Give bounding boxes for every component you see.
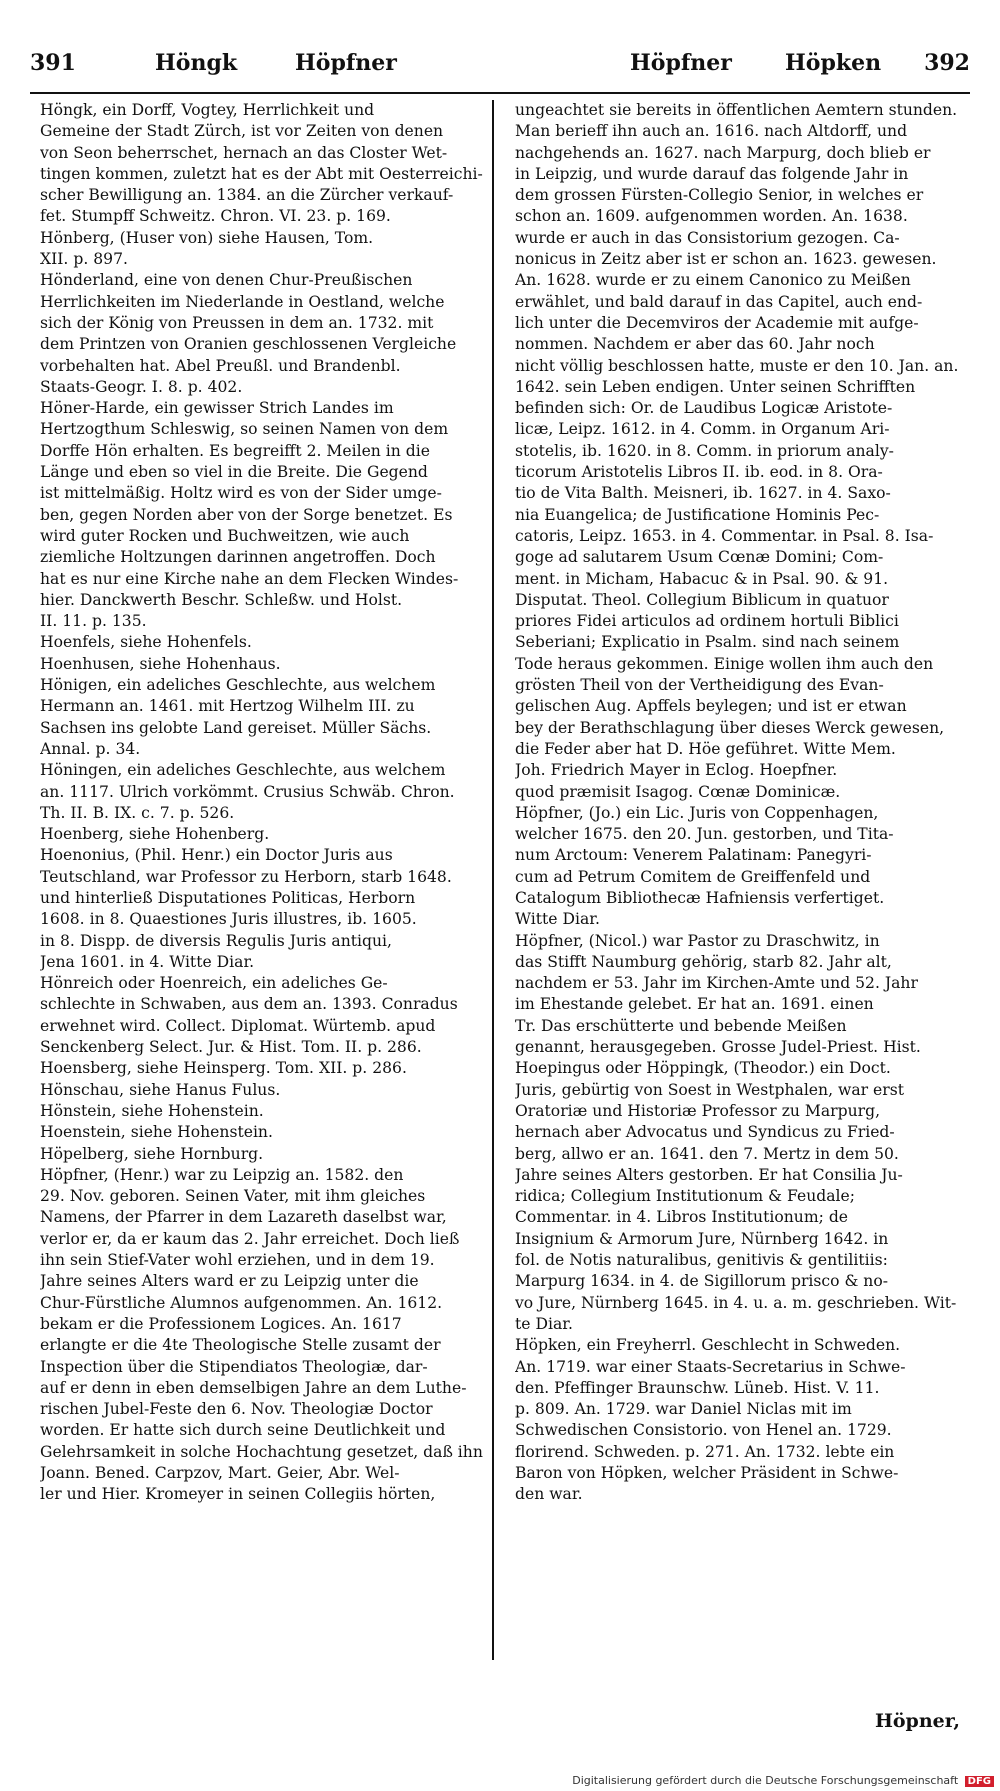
text-line: erwehnet wird. Collect. Diplomat. Würtemb. apud — [40, 1016, 436, 1035]
text-line: Länge und eben so viel in die Breite. Die Gegend — [40, 463, 428, 482]
text-line: und hinterließ Disputationes Politicas, Herborn — [40, 888, 416, 907]
text-line: nia Euangelica; de Justificatione Hominis Pec- — [515, 505, 880, 524]
text-line: priores Fidei articulos ad ordinem hortuli Biblici — [515, 612, 899, 631]
text-line: hernach aber Advocatus und Syndicus zu Fried- — [515, 1123, 895, 1142]
catchword: Höpner, — [874, 1710, 960, 1732]
text-line: worden. Er hatte sich durch seine Deutlichkeit und — [40, 1421, 446, 1440]
text-line: ihn sein Stief-Vater wohl erziehen, und in dem 19. — [40, 1251, 435, 1270]
text-line: ler und Hier. Kromeyer in seinen Collegiis hörten, — [40, 1485, 436, 1504]
text-line: erlangte er die 4te Theologische Stelle zusamt der — [40, 1336, 441, 1355]
text-line: 1608. in 8. Quaestiones Juris illustres, ib. 1605. — [40, 910, 417, 929]
text-line: die Feder aber hat D. Höe geführet. Witte Mem. — [515, 739, 896, 758]
text-line: hat es nur eine Kirche nahe an dem Flecken Windes- — [40, 569, 459, 588]
left-header-keyword-1: Höngk — [155, 50, 238, 76]
text-line: schlechte in Schwaben, aus dem an. 1393. Conradus — [40, 995, 458, 1014]
text-line: Oratoriæ und Historiæ Professor zu Marpurg, — [515, 1101, 881, 1120]
text-line: ziemliche Holtzungen darinnen angetroffen. Doch — [40, 548, 436, 567]
text-line: Man berieff ihn auch an. 1616. nach Altdorff, und — [515, 122, 908, 141]
text-line: Schwedischen Consistorio. von Henel an. 1729. — [515, 1421, 892, 1440]
text-line: dem grossen Fürsten-Collegio Senior, in welches er — [515, 186, 924, 205]
text-line: in Leipzig, und wurde darauf das folgende Jahr in — [515, 164, 909, 183]
text-line: goge ad salutarem Usum Cœnæ Domini; Com- — [515, 548, 884, 567]
text-line: Höpelberg, siehe Hornburg. — [40, 1144, 264, 1163]
text-line: tio de Vita Balth. Meisneri, ib. 1627. in 4. Saxo- — [515, 484, 891, 503]
text-line: Gemeine der Stadt Zürch, ist vor Zeiten von denen — [40, 122, 444, 141]
text-line: den war. — [515, 1485, 583, 1504]
text-line: Juris, gebürtig von Soest in Westphalen, war erst — [515, 1080, 904, 1099]
text-line: Baron von Höpken, welcher Präsident in Schwe- — [515, 1464, 899, 1482]
text-line: Hoensberg, siehe Heinsperg. Tom. XII. p. 286. — [40, 1059, 407, 1078]
right-page-number: 392 — [924, 50, 970, 76]
text-line: ment. in Micham, Habacuc & in Psal. 90. & 91. — [515, 569, 889, 588]
text-line: catoris, Leipz. 1653. in 4. Commentar. in Psal. 8. Isa- — [515, 526, 934, 545]
text-line: dem Printzen von Oranien geschlossenen Vergleiche — [40, 335, 457, 354]
text-line: Witte Diar. — [515, 910, 600, 929]
text-line: Höngk, ein Dorff, Vogtey, Herrlichkeit und — [40, 101, 375, 119]
text-line: Annal. p. 34. — [40, 739, 141, 758]
text-line: licæ, Leipz. 1612. in 4. Comm. in Organum Ari- — [515, 420, 890, 439]
text-line: Sachsen ins gelobte Land gereiset. Müller Sächs. — [40, 718, 432, 737]
text-line: Hoenonius, (Phil. Henr.) ein Doctor Juris aus — [40, 846, 393, 865]
text-line: XII. p. 897. — [40, 250, 128, 269]
digitization-footer — [0, 1774, 1000, 1787]
text-line: Hoenstein, siehe Hohenstein. — [40, 1123, 273, 1142]
text-line: im Ehestande gelebet. Er hat an. 1691. einen — [515, 995, 874, 1014]
text-line: Hoepingus oder Höppingk, (Theodor.) ein Doct. — [515, 1059, 891, 1078]
text-line: Höpfner, (Jo.) ein Lic. Juris von Coppenhagen, — [515, 803, 879, 822]
left-page-number: 391 — [30, 50, 76, 76]
text-line: Jahre seines Alters gestorben. Er hat Consilia Ju- — [515, 1165, 903, 1184]
text-line: Höpken, ein Freyherrl. Geschlecht in Schweden. — [515, 1336, 901, 1355]
left-column — [40, 100, 485, 1506]
text-line: das Stifft Naumburg gehörig, starb 82. Jahr alt, — [515, 952, 892, 971]
text-line: bekam er die Professionem Logices. An. 1617 — [40, 1314, 402, 1333]
text-line: tingen kommen, zuletzt hat es der Abt mit Oesterreichi- — [40, 164, 483, 183]
text-line: Hönschau, siehe Hanus Fulus. — [40, 1080, 281, 1099]
text-line: schon an. 1609. aufgenommen worden. An. 1638. — [515, 207, 908, 226]
text-line: Joann. Bened. Carpzov, Mart. Geier, Abr. Wel- — [40, 1464, 400, 1482]
text-line: nicht völlig beschlossen hatte, muste er den 10. Jan. an. — [515, 356, 959, 375]
text-line: grösten Theil von der Vertheidigung des Evan- — [515, 676, 884, 695]
text-line: An. 1719. war einer Staats-Secretarius in Schwe- — [515, 1357, 906, 1376]
text-line: rischen Jubel-Feste den 6. Nov. Theologiæ Doctor — [40, 1400, 433, 1419]
text-line: Inspection über die Stipendiatos Theologiæ, dar- — [40, 1357, 428, 1376]
left-header-keyword-2: Höpfner — [295, 50, 397, 76]
text-line: an. 1117. Ulrich vorkömmt. Crusius Schwäb. Chron. — [40, 782, 455, 801]
text-line: fol. de Notis naturalibus, genitivis & gentilitiis: — [515, 1251, 888, 1270]
text-line: in 8. Dispp. de diversis Regulis Juris antiqui, — [40, 931, 392, 950]
text-line: Hönderland, eine von denen Chur-Preußischen — [40, 271, 413, 290]
text-line: Joh. Friedrich Mayer in Eclog. Hoepfner. — [515, 761, 838, 780]
text-line: te Diar. — [515, 1314, 573, 1333]
text-line: Höpfner, (Henr.) war zu Leipzig an. 1582. den — [40, 1165, 404, 1184]
text-line: befinden sich: Or. de Laudibus Logicæ Aristote- — [515, 399, 893, 418]
text-line: ungeachtet sie bereits in öffentlichen Aemtern stunden. — [515, 101, 958, 119]
text-line: Höningen, ein adeliches Geschlechte, aus welchem — [40, 761, 446, 780]
text-line: quod præmisit Isagog. Cœnæ Dominicæ. — [515, 782, 841, 801]
page-header — [30, 50, 970, 90]
text-line: ridica; Collegium Institutionum & Feudale; — [515, 1187, 855, 1206]
text-line: erwählet, und bald darauf in das Capitel, auch end- — [515, 292, 923, 311]
text-line: florirend. Schweden. p. 271. An. 1732. lebte ein — [515, 1442, 895, 1461]
text-line: vo Jure, Nürnberg 1645. in 4. u. a. m. geschrieben. Wit- — [515, 1293, 957, 1312]
text-line: Hönstein, siehe Hohenstein. — [40, 1101, 264, 1120]
text-line: Jena 1601. in 4. Witte Diar. — [40, 952, 255, 971]
text-line: gelischen Aug. Apffels beylegen; und ist er etwan — [515, 697, 907, 716]
text-line: genannt, herausgegeben. Grosse Judel-Priest. Hist. — [515, 1038, 921, 1057]
text-line: wurde er auch in das Consistorium gezogen. Ca- — [515, 228, 900, 247]
text-line: welcher 1675. den 20. Jun. gestorben, und Tita- — [515, 825, 894, 844]
text-line: Chur-Fürstliche Alumnos aufgenommen. An. 1612. — [40, 1293, 443, 1312]
text-line: vorbehalten hat. Abel Preußl. und Brandenbl. — [40, 356, 401, 375]
text-line: stotelis, ib. 1620. in 8. Comm. in priorum analy- — [515, 441, 894, 460]
text-line: ist mittelmäßig. Holtz wird es von der Sider umge- — [40, 484, 442, 503]
text-line: Hermann an. 1461. mit Hertzog Wilhelm III. zu — [40, 697, 415, 716]
text-line: Senckenberg Select. Jur. & Hist. Tom. II. p. 286. — [40, 1038, 422, 1057]
column-divider — [492, 100, 494, 1660]
text-line: Hönigen, ein adeliches Geschlechte, aus welchem — [40, 676, 436, 695]
text-line: nachgehends an. 1627. nach Marpurg, doch blieb er — [515, 143, 931, 162]
text-line: 29. Nov. geboren. Seinen Vater, mit ihm gleiches — [40, 1187, 426, 1206]
right-header-keyword-2: Höpken — [785, 50, 882, 76]
text-line: An. 1628. wurde er zu einem Canonico zu Meißen — [515, 271, 911, 290]
text-line: cum ad Petrum Comitem de Greiffenfeld und — [515, 867, 871, 886]
dfg-logo: DFG — [965, 1776, 994, 1787]
text-line: Jahre seines Alters ward er zu Leipzig unter die — [40, 1272, 419, 1291]
text-line: berg, allwo er an. 1641. den 7. Mertz in dem 50. — [515, 1144, 899, 1163]
text-line: nommen. Nachdem er aber das 60. Jahr noch — [515, 335, 875, 354]
text-line: Staats-Geogr. I. 8. p. 402. — [40, 377, 243, 396]
text-line: Hoenfels, siehe Hohenfels. — [40, 633, 252, 652]
text-line: nachdem er 53. Jahr im Kirchen-Amte und 52. Jahr — [515, 974, 918, 993]
text-line: Höpfner, (Nicol.) war Pastor zu Draschwitz, in — [515, 931, 880, 950]
text-line: ben, gegen Norden aber von der Sorge benetzet. Es — [40, 505, 453, 524]
text-line: Hoenhusen, siehe Hohenhaus. — [40, 654, 281, 673]
text-line: bey der Berathschlagung über dieses Werck gewesen, — [515, 718, 945, 737]
text-line: Commentar. in 4. Libros Institutionum; de — [515, 1208, 849, 1227]
text-line: scher Bewilligung an. 1384. an die Zürcher verkauf- — [40, 186, 454, 205]
text-line: Teutschland, war Professor zu Herborn, starb 1648. — [40, 867, 452, 886]
text-line: sich der König von Preussen in dem an. 1732. mit — [40, 313, 434, 332]
text-line: Hoenberg, siehe Hohenberg. — [40, 825, 270, 844]
text-line: auf er denn in eben demselbigen Jahre an dem Luthe- — [40, 1378, 467, 1397]
text-line: nonicus in Zeitz aber ist er schon an. 1623. gewesen. — [515, 250, 937, 269]
text-line: Seberiani; Explicatio in Psalm. sind nach seinem — [515, 633, 900, 652]
text-line: num Arctoum: Venerem Palatinam: Panegyri- — [515, 846, 872, 865]
text-line: lich unter die Decemviros der Academie mit aufge- — [515, 313, 919, 332]
right-column — [515, 100, 960, 1506]
text-line: II. 11. p. 135. — [40, 612, 147, 631]
text-line: fet. Stumpff Schweitz. Chron. VI. 23. p. 169. — [40, 207, 391, 226]
text-line: Catalogum Bibliothecæ Hafniensis verfertiget. — [515, 888, 885, 907]
text-line: hier. Danckwerth Beschr. Schleßw. und Holst. — [40, 590, 403, 609]
text-line: Insignium & Armorum Jure, Nürnberg 1642. in — [515, 1229, 889, 1248]
text-line: Hertzogthum Schleswig, so seinen Namen von dem — [40, 420, 449, 439]
text-line: Gelehrsamkeit in solche Hochachtung gesetzet, daß ihn — [40, 1442, 483, 1461]
header-rule — [30, 92, 970, 94]
text-line: Tode heraus gekommen. Einige wollen ihm auch den — [515, 654, 934, 673]
text-line: 1642. sein Leben endigen. Unter seinen Schrifften — [515, 377, 916, 396]
text-line: Dorffe Hön erhalten. Es begreifft 2. Meilen in die — [40, 441, 430, 460]
text-line: Namens, der Pfarrer in dem Lazareth daselbst war, — [40, 1208, 447, 1227]
text-line: Th. II. B. IX. c. 7. p. 526. — [40, 803, 235, 822]
text-line: den. Pfeffinger Braunschw. Lüneb. Hist. V. 11. — [515, 1378, 880, 1397]
text-line: Höner-Harde, ein gewisser Strich Landes im — [40, 399, 394, 418]
footer-text: Digitalisierung gefördert durch die Deutsche Forschungsgemeinschaft — [572, 1774, 959, 1787]
text-line: Hönberg, (Huser von) siehe Hausen, Tom. — [40, 228, 374, 247]
text-line: p. 809. An. 1729. war Daniel Niclas mit im — [515, 1400, 852, 1419]
text-line: Hönreich oder Hoenreich, ein adeliches Ge- — [40, 974, 388, 993]
text-line: von Seon beherrschet, hernach an das Closter Wet- — [40, 143, 448, 162]
text-line: ticorum Aristotelis Libros II. ib. eod. in 8. Ora- — [515, 463, 883, 482]
text-line: Herrlichkeiten im Niederlande in Oestland, welche — [40, 292, 445, 311]
text-line: wird guter Rocken und Buchweitzen, wie auch — [40, 526, 410, 545]
text-line: Tr. Das erschütterte und bebende Meißen — [515, 1016, 847, 1035]
text-line: verlor er, da er kaum das 2. Jahr erreichet. Doch ließ — [40, 1229, 460, 1248]
text-line: Disputat. Theol. Collegium Biblicum in quatuor — [515, 590, 889, 609]
right-header-keyword-1: Höpfner — [630, 50, 732, 76]
text-line: Marpurg 1634. in 4. de Sigillorum prisco & no- — [515, 1272, 889, 1291]
